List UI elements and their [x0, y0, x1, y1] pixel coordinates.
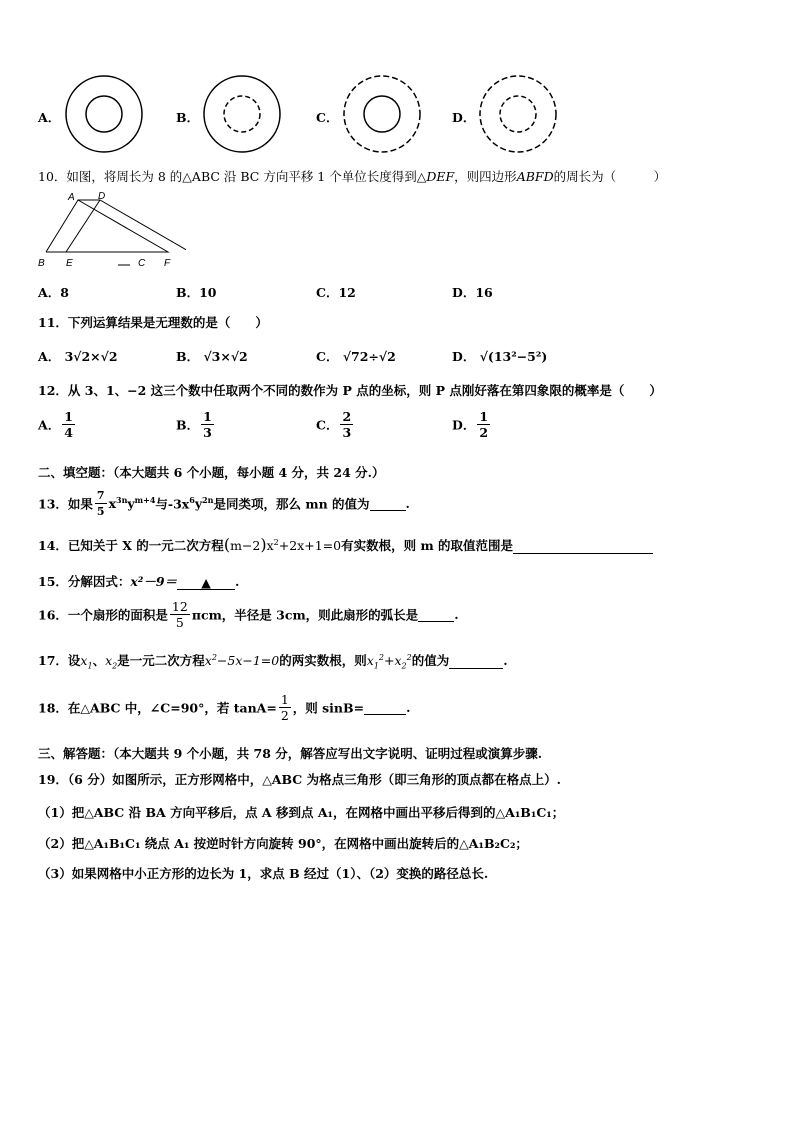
q11-option-b-expr: √3×√2 — [203, 349, 248, 364]
q12-option-d-fraction — [477, 409, 490, 440]
numerator: 1 — [280, 692, 289, 707]
q11-option-c-expr: √72÷√2 — [342, 349, 396, 364]
q10-label-d: D — [98, 191, 106, 202]
q12-stem: 12．从 3、1、−2 这三个数中任取两个不同的数作为 P 点的坐标，则 P 点刚好落在第四象限的概率是（ ） — [38, 383, 662, 398]
q19-part-2: （2）把△A₁B₁C₁ 绕点 A₁ 按逆时针方向旋转 90°，在网格中画出旋转后的△A₁B₂C₂； — [38, 836, 528, 851]
q15 — [38, 572, 239, 590]
q10-option-a: A．8 — [38, 285, 69, 300]
q11-option-a — [38, 347, 118, 365]
q13-d: . — [405, 496, 410, 511]
q9-option-c — [316, 70, 426, 160]
q17-equation: $x^2-5x-1=0$ — [204, 652, 280, 668]
q11-option-d — [452, 347, 547, 365]
q9-option-a-label: A． — [38, 110, 61, 125]
q18-c: . — [406, 700, 411, 715]
q13-b: 与-3x — [155, 496, 190, 512]
q12-option-c-fraction — [340, 409, 353, 440]
q11-option-c-label: C． — [316, 349, 339, 364]
q13 — [38, 488, 410, 519]
q12-option-d-label: D． — [452, 417, 476, 433]
section-2-heading: 二、填空题：（本大题共 6 个小题，每小题 4 分，共 24 分.） — [38, 465, 385, 480]
q9-option-c-label: C． — [316, 110, 339, 125]
concentric-circles-figure-c — [338, 70, 426, 158]
q10-stem — [38, 167, 666, 185]
q16-a: 16．一个扇形的面积是 — [38, 607, 168, 623]
numerator: 1 — [479, 409, 489, 424]
q17-a: 17．设 — [38, 653, 81, 668]
q16-b: πcm，半径是 3cm，则此扇形的弧长是 — [191, 607, 419, 623]
q11-option-b — [176, 347, 248, 365]
q10-label-f: F — [164, 258, 171, 269]
q19-part-3: （3）如果网格中小正方形的边长为 1，求点 B 经过（1）、（2）变换的路径总长. — [38, 866, 489, 881]
q17-answer-blank[interactable] — [449, 654, 503, 669]
denominator: 3 — [203, 425, 212, 440]
q15-c: . — [235, 574, 240, 589]
q9-option-d — [452, 70, 562, 160]
numerator: 2 — [342, 409, 352, 424]
numerator: 7 — [96, 489, 105, 502]
q11-option-d-label: D． — [452, 349, 476, 364]
q11-option-b-label: B． — [176, 349, 200, 364]
denominator: 3 — [342, 425, 352, 440]
q17-d: 的两实数根，则 — [279, 653, 367, 668]
q18 — [38, 692, 410, 723]
q12-option-a — [38, 409, 77, 440]
numerator: 1 — [203, 409, 212, 424]
q15-b: x²－9＝ — [130, 574, 178, 589]
concentric-circles-figure-b — [198, 70, 286, 158]
q12-option-a-fraction — [62, 409, 75, 440]
concentric-circles-figure-d — [474, 70, 562, 158]
q10-option-d: D．16 — [452, 285, 493, 300]
q18-b: ，则 sinB= — [292, 700, 365, 716]
section-3-heading: 三、解答题：（本大题共 9 个小题，共 78 分，解答应写出文字说明、证明过程或演算步骤. — [38, 746, 543, 761]
q14-b: 有实数根，则 m 的取值范围是 — [341, 538, 514, 553]
q9-option-d-label: D． — [452, 110, 476, 125]
q9-option-b-label: B． — [176, 110, 200, 125]
q10-label-b: B — [38, 258, 45, 269]
q17-e: 的值为 — [411, 653, 450, 668]
q11-option-c — [316, 347, 396, 365]
q18-answer-blank[interactable] — [364, 700, 406, 715]
q18-a: 18．在△ABC 中，∠C=90°，若 tanA= — [38, 700, 277, 716]
q10-label-a: A — [68, 192, 75, 203]
q12-option-c — [316, 409, 355, 440]
numerator: 1 — [64, 409, 73, 424]
q14-answer-blank[interactable] — [513, 539, 653, 554]
q10-stem-a: 10．如图，将周长为 8 的△ABC 沿 BC 方向平移 1 个单位长度得到 — [38, 169, 417, 184]
q13-fraction — [95, 488, 107, 519]
q15-a: 15．分解因式： — [38, 574, 131, 589]
q13-term1: $x^{3n}y^{m+4}$ — [108, 494, 156, 511]
q10-translation-figure — [36, 190, 186, 272]
q19-stem: 19．（6 分）如图所示，正方形网格中，△ABC 为格点三角形（即三角形的顶点都在格点上）. — [38, 772, 561, 787]
q16-answer-blank[interactable] — [418, 607, 454, 622]
q17-x1: $x_1$ — [80, 653, 93, 671]
q14-a: 14．已知关于 X 的一元二次方程 — [38, 538, 224, 553]
denominator: 5 — [175, 615, 184, 630]
q15-answer-blank[interactable] — [177, 575, 235, 590]
q13-term2-exp: $^6y^{2n}$ — [189, 494, 214, 511]
denominator: 5 — [96, 505, 105, 518]
q9-option-a — [38, 70, 148, 160]
q17-f: . — [503, 653, 508, 668]
q16-fraction — [170, 599, 190, 630]
q17-expression: $x_1^2+x_2^2$ — [366, 652, 412, 671]
q12-option-b-label: B． — [176, 417, 200, 433]
q10-option-b: B．10 — [176, 285, 217, 300]
denominator: 2 — [280, 708, 289, 723]
q17-x2: $x_2$ — [105, 653, 118, 671]
q17-b: 、 — [92, 653, 106, 668]
q13-a: 13．如果 — [38, 496, 93, 512]
q10-stem-c: 的周长为（ ） — [553, 169, 667, 184]
q10-quad-abfd: ABFD — [516, 169, 554, 184]
q12-option-b — [176, 409, 216, 440]
q12-option-d — [452, 409, 492, 440]
q12-option-a-label: A． — [38, 417, 61, 433]
q11-option-a-label: A． — [38, 349, 61, 364]
q13-c: 是同类项，那么 mn 的值为 — [213, 496, 370, 512]
q9-option-b — [176, 70, 286, 160]
q19-part-1: （1）把△ABC 沿 BA 方向平移后，点 A 移到点 A₁，在网格中画出平移后得到的△A₁B₁C₁； — [38, 805, 565, 820]
q14 — [38, 535, 653, 554]
q10-triangle-def: △DEF — [416, 169, 455, 184]
q10-stem-b: ，则四边形 — [454, 169, 517, 184]
q10-option-c: C．12 — [316, 285, 356, 300]
q12-option-b-fraction — [201, 409, 214, 440]
q16-c: . — [454, 607, 459, 622]
q13-answer-blank[interactable] — [370, 496, 406, 511]
q17-c: 是一元二次方程 — [117, 653, 205, 668]
q12-option-c-label: C． — [316, 417, 339, 433]
q15-mark: ▲ — [201, 575, 211, 590]
concentric-circles-figure-a — [60, 70, 148, 158]
q10-label-e: E — [66, 258, 73, 269]
q11-option-d-expr: √(13²−5²) — [479, 349, 548, 364]
q14-equation: $(m-2)x^2+2x+1=0$ — [223, 535, 342, 554]
q11-stem: 11．下列运算结果是无理数的是（ ） — [38, 315, 268, 330]
numerator: 12 — [171, 599, 188, 614]
q17 — [38, 651, 508, 669]
denominator: 4 — [64, 425, 73, 440]
q10-label-c: C — [138, 258, 146, 269]
q16 — [38, 599, 459, 630]
q11-option-a-expr: 3√2×√2 — [64, 349, 118, 364]
q18-fraction — [279, 692, 291, 723]
denominator: 2 — [479, 425, 489, 440]
